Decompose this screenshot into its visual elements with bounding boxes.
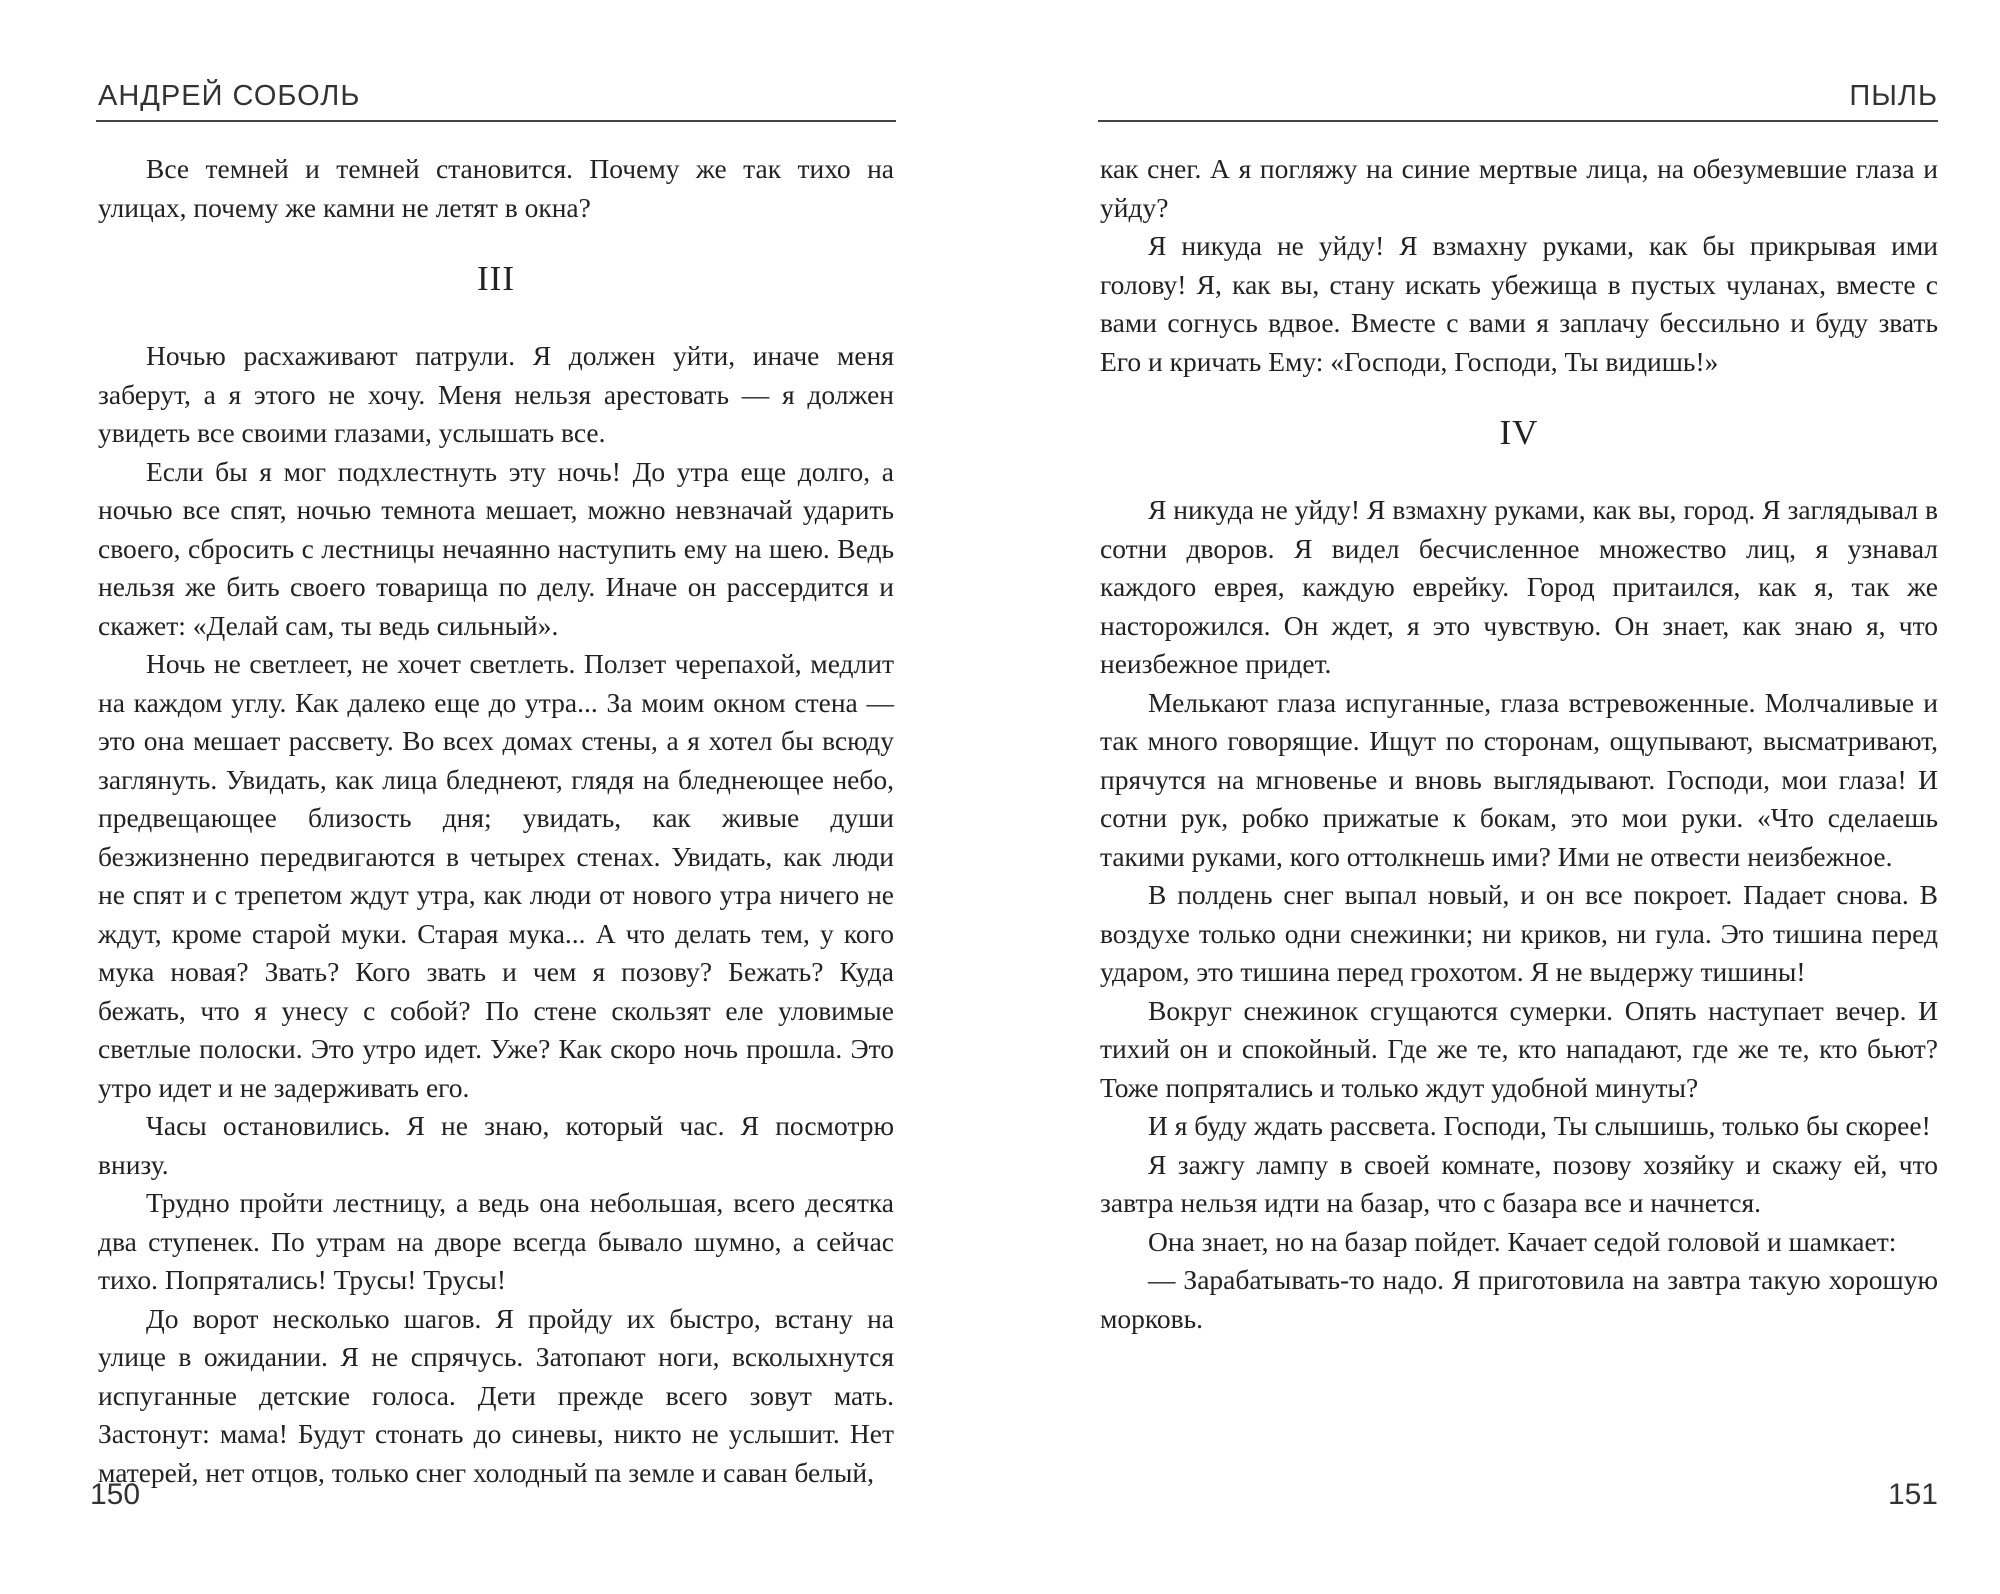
header-rule — [96, 120, 896, 122]
right-page — [1000, 0, 2000, 1594]
left-text-column — [98, 150, 894, 1492]
page-number: 150 — [90, 1478, 141, 1511]
paragraph: Я никуда не уйду! Я взмахну руками, как вы, город. Я заглядывал в сотни дворов. Я видел бесчисленное множество лиц, я узнавал каждого еврея, каждую еврейку. Город притаился, как я, так же насторожился. Он ждет, я это чувствую. Он знает, как знаю я, что неизбежное придет. — [1100, 494, 1938, 679]
page-number: 151 — [1887, 1478, 1938, 1511]
paragraph: Мелькают глаза испуганные, глаза встревоженные. Молчаливые и так много говорящие. Ищут по сторонам, ощупывают, высматривают, прячутся на мгновенье и вновь выглядывают. Господи, мои глаза! И сотни рук, робко прижатые к бокам, это мои руки. «Что сделаешь такими руками, кого оттолкнешь ими? Ими не отвести неизбежное. — [1100, 686, 1938, 872]
paragraph: Ночь не светлеет, не хочет светлеть. Ползет черепахой, медлит на каждом углу. Как далеко еще до утра... За моим окном стена — это она мешает рассвету. Во всех домах стены, а я хотел бы всюду заглянуть. Увидать, как лица бледнеют, глядя на бледнеющее небо, предвещающее близость дня; увидать, как живые души безжизненно передвигаются в четырех стенах. Увидать, как люди не спят и с трепетом ждут утра, как люди от нового утра ничего не ждут, кроме старой муки. Старая мука... А что делать тем, у кого мука новая? Звать? Кого звать и чем я позову? Бежать? Куда бежать, что я унесу с собой? По стене скользят еле уловимые светлые полоски. Это утро идет. Уже? Как скоро ночь прошла. Это утро идет и не задерживать его. — [98, 648, 894, 1103]
section-heading: IV — [1499, 413, 1539, 452]
paragraph: В полдень снег выпал новый, и он все покроет. Падает снова. В воздухе только одни снежинки; ни криков, ни гула. Это тишина перед ударом, это тишина перед грохотом. Я не выдержу тишины! — [1100, 879, 1938, 987]
header-rule — [1098, 120, 1938, 122]
paragraph: Если бы я мог подхлестнуть эту ночь! До утра еще долго, а ночью все спят, ночью темнота мешает, можно невзначай ударить своего, сбросить с лестницы нечаянно наступить ему на шею. Ведь нельзя же бить своего товарища по делу. Иначе он рассердится и скажет: «Делай сам, ты ведь сильный». — [98, 455, 894, 641]
paragraph: Ночью расхаживают патрули. Я должен уйти, иначе меня заберут, а я этого не хочу. Меня нельзя арестовать — я должен увидеть все своими глазами, услышать все. — [98, 340, 894, 448]
paragraph: И я буду ждать рассвета. Господи, Ты слышишь, только бы скорее! — [1148, 1110, 1931, 1141]
paragraph: Я никуда не уйду! Я взмахну руками, как бы прикрывая ими голову! Я, как вы, стану искать убежища в пустых чуланах, вместе с вами согнусь вдвое. Вместе с вами я заплачу бессильно и буду звать Его и кричать Ему: «Господи, Господи, Ты видишь!» — [1100, 230, 1938, 377]
paragraph: Часы остановились. Я не знаю, который час. Я посмотрю внизу. — [98, 1110, 894, 1180]
paragraph: Она знает, но на базар пойдет. Качает седой головой и шамкает: — [1148, 1225, 1897, 1257]
paragraph: как снег. А я погляжу на синие мертвые лица, на обезумевшие глаза и уйду? — [1100, 153, 1938, 223]
paragraph: До ворот несколько шагов. Я пройду их быстро, встану на улице в ожидании. Я не спрячусь. Затопают ноги, всколыхнутся испуганные детские голоса. Дети прежде всего зовут мать. Застонут: мама! Будут стонать до синевы, никто не услышит. Нет матерей, нет отцов, только снег холодный па земле и саван белый, — [98, 1302, 894, 1488]
paragraph: Вокруг снежинок сгущаются сумерки. Опять наступает вечер. И тихий он и спокойный. Где же те, кто нападают, где же те, кто бьют? Тоже попрятались и только ждут удобной минуты? — [1100, 994, 1938, 1103]
dialogue-line: — Зарабатывать-то надо. Я приготовила на завтра такую хорошую морковь. — [1100, 1264, 1938, 1334]
running-head-author: АНДРЕЙ СОБОЛЬ — [98, 80, 361, 112]
paragraph: Все темней и темней становится. Почему же так тихо на улицах, почему же камни не летят в окна? — [98, 153, 894, 223]
section-heading: III — [477, 259, 515, 298]
paragraph: Я зажгу лампу в своей комнате, позову хозяйку и скажу ей, что завтра нельзя идти на базар, что с базара все и начнется. — [1100, 1148, 1938, 1218]
paragraph: Трудно пройти лестницу, а ведь она небольшая, всего десятка два ступенек. По утрам на дворе всегда бывало шумно, а сейчас тихо. Попрятались! Трусы! Трусы! — [98, 1187, 894, 1295]
running-head-title: ПЫЛЬ — [1849, 80, 1938, 112]
right-text-column — [1100, 150, 1938, 1338]
